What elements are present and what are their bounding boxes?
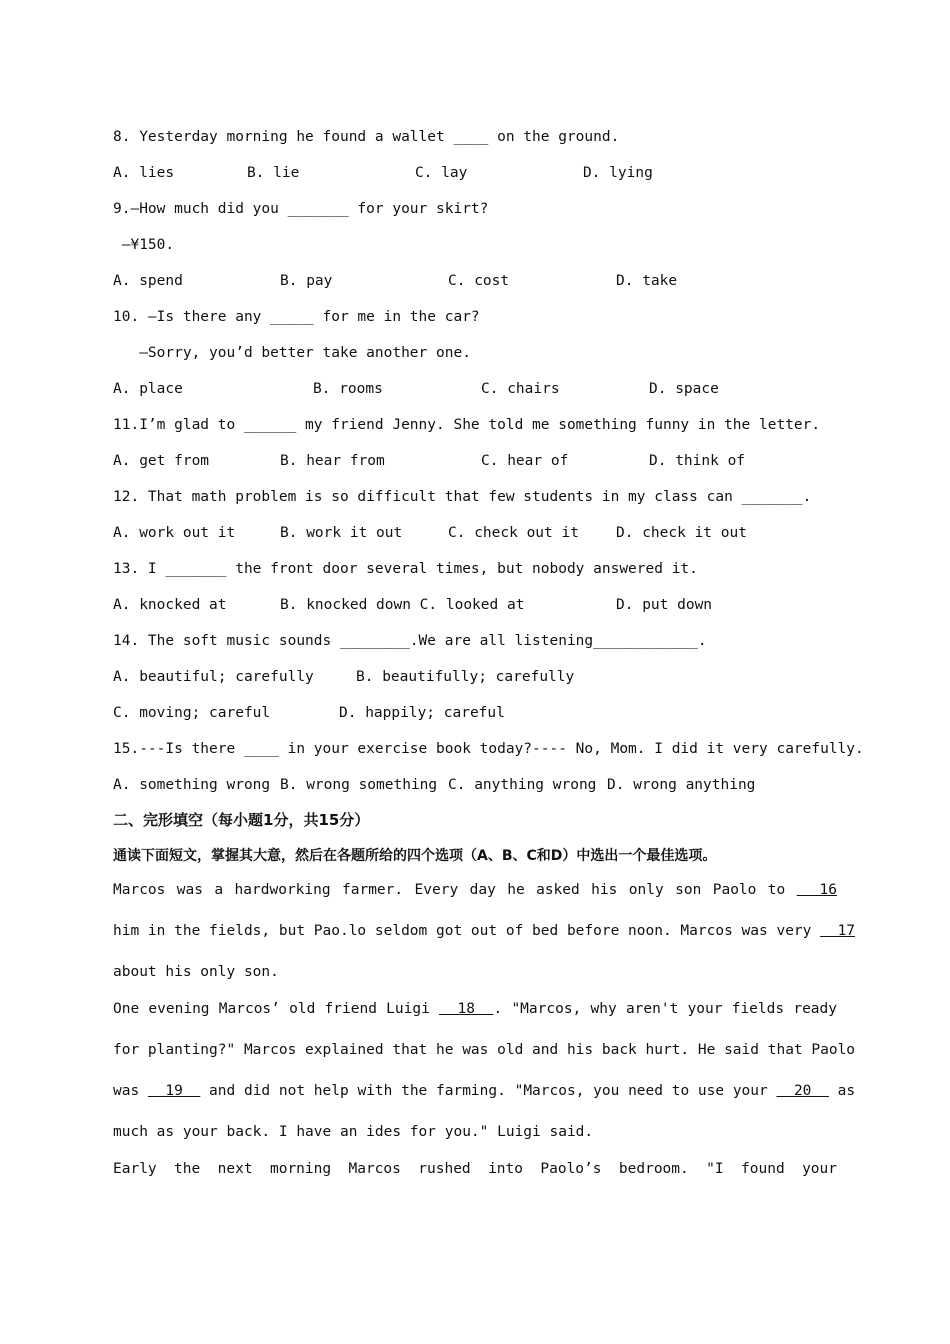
question-8-option-c: C. lay bbox=[415, 165, 468, 181]
blank-18: 18 bbox=[439, 1001, 494, 1017]
question-10-answer-line: —Sorry, you’d better take another one. bbox=[113, 345, 471, 361]
section-instruction: 通读下面短文，掌握其大意，然后在各题所给的四个选项（A、B、C和D）中选出一个最佳选项。 bbox=[113, 848, 717, 864]
question-9-option-a: A. spend bbox=[113, 273, 183, 289]
question-9-option-c: C. cost bbox=[448, 273, 510, 289]
question-13-option-b-c: B. knocked down C. looked at bbox=[280, 597, 525, 613]
passage-line: him in the fields, but Pao.lo seldom got out of bed before noon. Marcos was very 17 bbox=[113, 923, 856, 939]
question-10-stem: 10. —Is there any _____ for me in the car? bbox=[113, 309, 480, 325]
passage-paragraph-1 bbox=[113, 870, 856, 993]
question-10-option-a: A. place bbox=[113, 381, 183, 397]
blank-17: 17 bbox=[820, 923, 856, 939]
question-9-answer-line: —¥150. bbox=[113, 237, 175, 253]
question-8-option-a: A. lies bbox=[113, 165, 175, 181]
question-10-option-d: D. space bbox=[649, 381, 719, 397]
passage-line: for planting?" Marcos explained that he was old and his back hurt. He said that Paolo bbox=[113, 1042, 856, 1058]
question-14-option-a: A. beautiful; carefully bbox=[113, 669, 314, 685]
question-13-stem: 13. I _______ the front door several times, but nobody answered it. bbox=[113, 561, 698, 577]
question-11-option-a: A. get from bbox=[113, 453, 210, 469]
passage-line: about his only son. bbox=[113, 964, 279, 980]
passage-line: was 19 and did not help with the farming. "Marcos, you need to use your 20 as bbox=[113, 1083, 856, 1099]
question-15-option-c: C. anything wrong bbox=[448, 777, 597, 793]
question-10-option-c: C. chairs bbox=[481, 381, 560, 397]
question-15-option-a: A. something wrong bbox=[113, 777, 271, 793]
question-10-option-b: B. rooms bbox=[313, 381, 383, 397]
passage-paragraph-3 bbox=[113, 1149, 837, 1190]
passage-line: much as your back. I have an ides for you." Luigi said. bbox=[113, 1124, 594, 1140]
question-15-option-b: B. wrong something bbox=[280, 777, 438, 793]
question-11-option-c: C. hear of bbox=[481, 453, 569, 469]
question-9-option-d: D. take bbox=[616, 273, 678, 289]
question-12-option-d: D. check it out bbox=[616, 525, 747, 541]
question-14-stem: 14. The soft music sounds ________.We are all listening____________. bbox=[113, 633, 707, 649]
question-11-option-b: B. hear from bbox=[280, 453, 385, 469]
question-13-option-a: A. knocked at bbox=[113, 597, 227, 613]
question-14-option-c: C. moving; careful bbox=[113, 705, 271, 721]
question-8-stem: 8. Yesterday morning he found a wallet ____ on the ground. bbox=[113, 129, 620, 145]
passage-line: One evening Marcos’ old friend Luigi 18 . "Marcos, why aren't your fields ready bbox=[113, 1001, 837, 1017]
question-12-option-b: B. work it out bbox=[280, 525, 403, 541]
blank-16: 16 bbox=[796, 882, 837, 898]
passage-line: Marcos was a hardworking farmer. Every day he asked his only son Paolo to 16 bbox=[113, 882, 837, 898]
passage-paragraph-2 bbox=[113, 989, 856, 1153]
passage-line: Early the next morning Marcos rushed into Paolo’s bedroom. "I found your bbox=[113, 1161, 837, 1177]
blank-19: 19 bbox=[147, 1083, 201, 1099]
blank-20: 20 bbox=[776, 1083, 829, 1099]
question-14-option-d: D. happily; careful bbox=[339, 705, 505, 721]
question-15-stem: 15.---Is there ____ in your exercise book today?---- No, Mom. I did it very carefully. bbox=[113, 741, 864, 757]
question-15-option-d: D. wrong anything bbox=[607, 777, 756, 793]
question-8-option-d: D. lying bbox=[583, 165, 653, 181]
question-14-option-b: B. beautifully; carefully bbox=[356, 669, 575, 685]
question-11-option-d: D. think of bbox=[649, 453, 746, 469]
question-11-stem: 11.I’m glad to ______ my friend Jenny. She told me something funny in the letter. bbox=[113, 417, 821, 433]
question-8-option-b: B. lie bbox=[247, 165, 300, 181]
section-heading: 二、完形填空（每小题1分，共15分） bbox=[113, 811, 370, 829]
question-9-stem: 9.—How much did you _______ for your skirt? bbox=[113, 201, 489, 217]
question-13-option-d: D. put down bbox=[616, 597, 713, 613]
question-12-stem: 12. That math problem is so difficult that few students in my class can _______. bbox=[113, 489, 812, 505]
question-9-option-b: B. pay bbox=[280, 273, 333, 289]
question-12-option-a: A. work out it bbox=[113, 525, 236, 541]
question-12-option-c: C. check out it bbox=[448, 525, 579, 541]
